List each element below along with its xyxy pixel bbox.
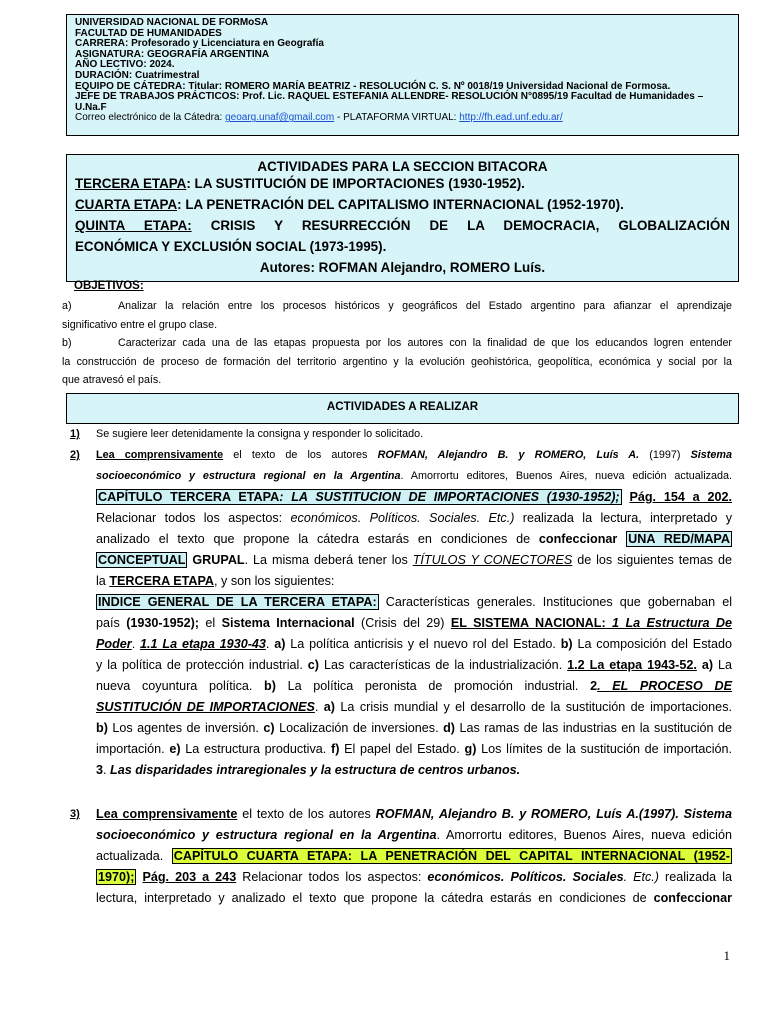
item-3-num: 3) bbox=[70, 808, 80, 820]
email-link[interactable]: geoarg.unaf@gmail.com bbox=[225, 112, 335, 124]
jtp-line-2: U.Na.F bbox=[75, 101, 107, 113]
item-2 bbox=[70, 445, 732, 781]
subject: ASIGNATURA: GEOGRAFÍA ARGENTINA bbox=[75, 48, 270, 60]
item-2-num: 2) bbox=[70, 449, 80, 461]
objective-a: a) Analizar la relación entre los procesos históricos y geográficos del Estado argentino para afianzar el aprendizaje bbox=[62, 300, 732, 312]
course-header bbox=[66, 14, 739, 136]
item-1 bbox=[70, 424, 732, 445]
career: CARRERA: Profesorado y Licenciatura en Geografía bbox=[75, 38, 324, 50]
stage-4: CUARTA ETAPA: LA PENETRACIÓN DEL CAPITALISMO INTERNACIONAL (1952-1970). bbox=[75, 197, 624, 212]
objective-b-cont2: que atravesó el país. bbox=[62, 374, 162, 387]
authors: Autores: ROFMAN Alejandro, ROMERO Luís. bbox=[259, 260, 546, 275]
item-2-body: Lea comprensivamente el texto de los autores ROFMAN, Alejandro B. y ROMERO, Luís A. (1997) Sistema socioeconómico y estructura regional en la Argentina. Amorrortu editores, Buenos Aires, nueva edición actualizada. CAPÍTULO TERCERA ETAPA: LA SUSTITUCION DE IMPORTACIONES (1930-1952); Pág. 154 a 202. Relacionar todos los aspectos: económicos. Políticos. Sociales. Etc.) realizada la lectura, interpretado y analizado el texto que propone la cátedra estarás en condiciones de confeccionar UNA RED/MAPA CONCEPTUAL GRUPAL. La misma deberá tener los TÍTULOS Y CONECTORES de los siguientes temas de la TERCERA ETAPA, y son los siguientes: INDICE GENERAL DE LA TERCERA ETAPA: Características generales. Instituciones que gobernaban el país (1930-1952); el Sistema Internacional (Crisis del 29) EL SISTEMA NACIONAL: 1 La Estructura De Poder. 1.1 La etapa 1930-43. a) La política anticrisis y el nuevo rol del Estado. b) La composición del Estado y la política de protección industrial. c) Las características de la industrialización. 1.2 La etapa 1943-52. a) La nueva coyuntura política. b) La política peronista de promoción industrial. 2. EL PROCESO DE SUSTITUCIÓN DE IMPORTACIONES. a) La crisis mundial y el desarrollo de la sustitución de importaciones. b) Los agentes de inversión. c) Localización de inversiones. d) Las ramas de las industrias en la sustitución de importación. e) La estructura productiva. f) El papel del Estado. g) Los límites de la sustitución de importación. 3. Las disparidades intraregionales y la estructura de centros urbanos. bbox=[96, 449, 733, 777]
item-3-body: Lea comprensivamente el texto de los autores ROFMAN, Alejandro B. y ROMERO, Luís A.(1997). Sistema socioeconómico y estructura regional en la Argentina. Amorrortu editores, Buenos Aires, nueva edición actualizada. CAPÍTULO CUARTA ETAPA: LA PENETRACIÓN DEL CAPITAL INTERNACIONAL (1952- 1970); Pág. 203 a 243 Relacionar todos los aspectos: económicos. Políticos. Sociales. Etc.) realizada la lectura, interpretado y analizado el texto que propone la cátedra estarás en condiciones de confeccionar bbox=[96, 807, 733, 905]
page-number: 1 bbox=[723, 948, 730, 963]
objectives-list bbox=[62, 297, 732, 390]
stage-3: TERCERA ETAPA: LA SUSTITUCIÓN DE IMPORTACIONES (1930-1952). bbox=[75, 176, 525, 191]
item-3 bbox=[70, 804, 732, 909]
platform-link[interactable]: http://fh.ead.unf.edu.ar/ bbox=[459, 112, 563, 124]
objective-a-cont: significativo entre el grupo clase. bbox=[62, 318, 218, 331]
realizar-box: ACTIVIDADES A REALIZAR bbox=[66, 393, 739, 424]
item-1-num: 1) bbox=[70, 428, 80, 440]
stage-5: QUINTA ETAPA: CRISIS Y RESURRECCIÓN DE LA DEMOCRACIA, GLOBALIZACIÓN bbox=[75, 218, 730, 233]
stage-5-cont: ECONÓMICA Y EXCLUSIÓN SOCIAL (1973-1995). bbox=[75, 239, 387, 254]
duration: DURACIÓN: Cuatrimestral bbox=[75, 69, 200, 81]
platform-label: - PLATAFORMA VIRTUAL: bbox=[336, 112, 457, 124]
objective-b-cont: la construcción de proceso de formación del territorio argentino y la evolución geohistórica, geopolítica, económica y social por la bbox=[62, 355, 732, 368]
objectives-title: OBJETIVOS: bbox=[74, 280, 144, 292]
faculty-name: FACULTAD DE HUMANIDADES bbox=[75, 27, 222, 39]
teaching-team: EQUIPO DE CÁTEDRA: Titular: ROMERO MARÍA BEATRIZ - RESOLUCIÓN C. S. Nº 0018/19 Universidad Nacional de Formosa. bbox=[75, 80, 671, 92]
item-1-text: Se sugiere leer detenidamente la consigna y responder lo solicitado. bbox=[96, 428, 424, 440]
university-name: UNIVERSIDAD NACIONAL DE FORMoSA bbox=[75, 17, 269, 28]
activities-box bbox=[66, 154, 739, 282]
email-label: Correo electrónico de la Cátedra: bbox=[75, 112, 223, 124]
jtp-line-1: JEFE DE TRABAJOS PRÁCTICOS: Prof. Lic. RAQUEL ESTEFANIA ALLENDRE- RESOLUCIÓN N°0895/19 Facultad de Humanidades – bbox=[75, 91, 704, 103]
contact-line bbox=[75, 113, 730, 124]
activities-title: ACTIVIDADES PARA LA SECCION BITACORA bbox=[257, 159, 548, 174]
school-year: AÑO LECTIVO: 2024. bbox=[75, 59, 175, 71]
objective-b: b) Caracterizar cada una de las etapas propuesta por los autores con la finalidad de que los educandos logren entender bbox=[62, 337, 732, 350]
